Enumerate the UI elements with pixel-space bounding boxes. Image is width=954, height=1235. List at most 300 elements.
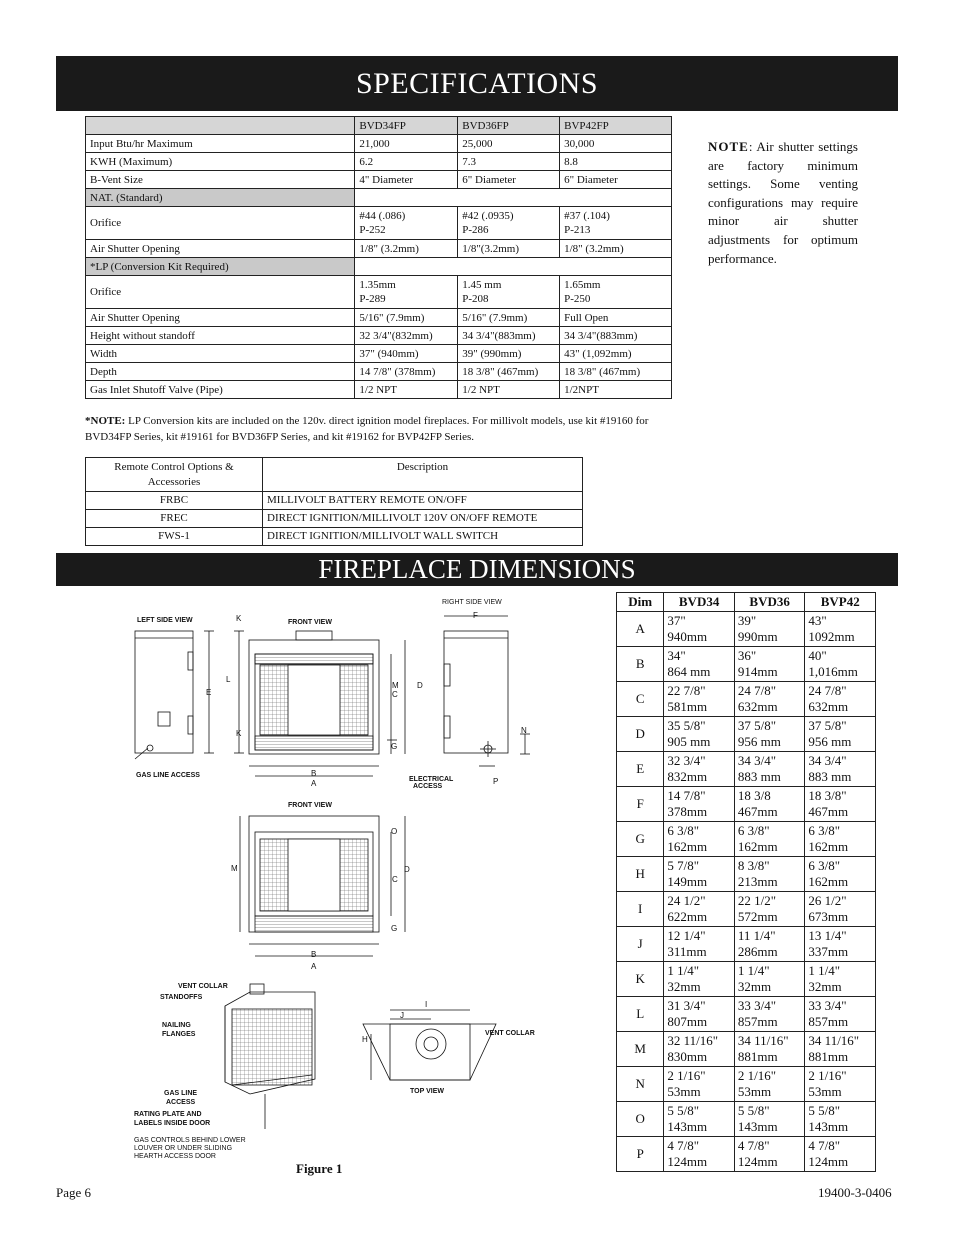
dim-value (734, 1102, 805, 1137)
dim-o: O (391, 827, 398, 836)
dim-inches: 14 7/8" (667, 787, 706, 803)
remote-description: DIRECT IGNITION/MILLIVOLT WALL SWITCH (263, 528, 583, 546)
dim-value (805, 892, 876, 927)
dim-value (664, 1032, 735, 1067)
remote-header-options: Remote Control Options & Accessories (86, 458, 263, 492)
dim-inches: 40" (808, 647, 827, 663)
dim-letter: I (617, 892, 664, 927)
dim-k-top: K (236, 614, 242, 623)
note-text: : Air shutter settings are factory minimum settings. Some venting configurations may require minor air shutter adjustments for optimum performance. (708, 139, 858, 266)
gas-line-access-label: GAS LINE ACCESS (136, 772, 200, 779)
dim-letter: C (617, 682, 664, 717)
cell-line: 8.8 (564, 155, 578, 168)
cell-line: #37 (.104) (564, 210, 610, 222)
dim-mm: 467mm (737, 804, 778, 819)
table-header-row (86, 117, 672, 135)
dim-header: BVD34 (664, 593, 735, 612)
dim-mm: 162mm (667, 839, 708, 854)
table-row (617, 1102, 876, 1137)
cell-line-2: P-208 (462, 293, 489, 305)
cell-line: 6" Diameter (564, 173, 618, 186)
cell-line: 1/2 NPT (462, 383, 500, 396)
dim-value (664, 1067, 735, 1102)
dim-mm: 162mm (737, 839, 778, 854)
dim-value (734, 927, 805, 962)
cell-line-2: P-250 (564, 293, 591, 305)
dim-mm: 905 mm (667, 734, 711, 749)
dim-inches: 6 3/8" (808, 822, 841, 838)
section-label: *LP (Conversion Kit Required) (86, 258, 355, 276)
dim-header: BVD36 (734, 593, 805, 612)
right-side-view-label: RIGHT SIDE VIEW (442, 599, 502, 606)
dim-d-2: D (404, 865, 410, 874)
dim-mm: 32mm (667, 979, 701, 994)
gas-controls-label-3: HEARTH ACCESS DOOR (134, 1153, 216, 1160)
dim-mm: 940mm (667, 629, 708, 644)
cell-value (560, 363, 672, 381)
table-row (617, 927, 876, 962)
dim-value (664, 892, 735, 927)
dim-value (805, 647, 876, 682)
nailing-flanges-label-2: FLANGES (162, 1031, 196, 1038)
cell-line: 18 3/8" (467mm) (564, 365, 641, 378)
cell-value (560, 327, 672, 345)
cell-value (458, 276, 560, 309)
page-number: Page 6 (56, 1185, 92, 1200)
dim-value (805, 962, 876, 997)
cell-line-2: P-286 (462, 224, 489, 236)
dim-d: D (417, 681, 423, 690)
dim-g-2: G (391, 924, 398, 933)
dim-inches: 35 5/8" (667, 717, 706, 733)
dim-e: E (206, 688, 212, 697)
column-header (86, 117, 355, 135)
table-row (86, 345, 672, 363)
dim-mm: 53mm (737, 1084, 772, 1099)
cell-value (560, 207, 672, 240)
remote-code: FRBC (86, 492, 263, 510)
dim-mm: 124mm (667, 1154, 708, 1169)
standoffs-label: STANDOFFS (160, 994, 203, 1001)
dim-value (805, 612, 876, 647)
dim-c: C (392, 690, 398, 699)
remote-control-table (85, 457, 583, 546)
dim-inches: 1 1/4" (808, 962, 841, 978)
dim-inches: 43" (808, 612, 827, 628)
cell-line: 34 3/4"(883mm) (564, 329, 638, 342)
cell-value (560, 240, 672, 258)
dim-value (805, 752, 876, 787)
air-shutter-note (708, 138, 858, 268)
cell-line: 1.65mm (564, 279, 601, 291)
cell-line: #44 (.086) (359, 210, 406, 222)
dim-mm: 143mm (667, 1119, 708, 1134)
cell-value (560, 276, 672, 309)
left-side-view-label: LEFT SIDE VIEW (137, 617, 193, 624)
dim-inches: 12 1/4" (667, 927, 706, 943)
dim-c-2: C (392, 875, 398, 884)
cell-line: 18 3/8" (467mm) (462, 365, 539, 378)
cell-value (458, 345, 560, 363)
dim-inches: 34 11/16" (808, 1032, 860, 1048)
row-label: Gas Inlet Shutoff Valve (Pipe) (86, 381, 355, 399)
cell-line: 6" Diameter (462, 173, 516, 186)
row-label: KWH (Maximum) (86, 153, 355, 171)
dim-inches: 8 3/8" (737, 857, 770, 873)
dimensions-title: FIREPLACE DIMENSIONS (318, 554, 636, 584)
cell-line: 1/8" (3.2mm) (564, 242, 624, 255)
dim-inches: 34 3/4" (808, 752, 847, 768)
cell-value (458, 240, 560, 258)
dim-value (734, 822, 805, 857)
column-header: BVP42FP (560, 117, 672, 135)
dim-mm: 162mm (808, 839, 849, 854)
vent-collar-label: VENT COLLAR (178, 983, 228, 990)
dim-mm: 883 mm (737, 769, 781, 784)
dim-inches: 39" (737, 612, 757, 628)
gas-controls-label-2: LOUVER OR UNDER SLIDING (134, 1145, 233, 1152)
table-row (617, 752, 876, 787)
note-label: NOTE (708, 139, 749, 154)
cell-line: 7.3 (462, 155, 477, 168)
row-label: Air Shutter Opening (86, 309, 355, 327)
dim-value (805, 857, 876, 892)
cell-value (355, 135, 458, 153)
section-row (86, 189, 672, 207)
table-row (86, 276, 672, 309)
dim-inches: 2 1/16" (667, 1067, 706, 1083)
dim-letter: L (617, 997, 664, 1032)
dim-inches: 34 11/16" (737, 1032, 789, 1048)
cell-value (560, 381, 672, 399)
dim-mm: 53mm (808, 1084, 842, 1099)
figure-caption: Figure 1 (296, 1161, 343, 1176)
remote-description: DIRECT IGNITION/MILLIVOLT 120V ON/OFF REMOTE (263, 510, 583, 528)
dim-inches: 34 3/4" (737, 752, 777, 768)
lp-conversion-note (85, 414, 685, 445)
cell-line: 5/16" (7.9mm) (359, 311, 425, 324)
column-header: BVD36FP (458, 117, 560, 135)
table-row (86, 381, 672, 399)
dim-letter: N (617, 1067, 664, 1102)
dim-mm: 467mm (808, 804, 849, 819)
dim-inches: 24 1/2" (667, 892, 706, 908)
top-view-label: TOP VIEW (410, 1088, 444, 1095)
dim-inches: 36" (737, 647, 757, 663)
dim-inches: 32 3/4" (667, 752, 706, 768)
dim-letter: F (617, 787, 664, 822)
cell-value (355, 327, 458, 345)
dim-inches: 5 7/8" (667, 857, 700, 873)
rating-plate-label: RATING PLATE AND (134, 1111, 202, 1118)
dim-value (664, 682, 735, 717)
row-label: Air Shutter Opening (86, 240, 355, 258)
cell-line: 37" (940mm) (359, 347, 419, 360)
cell-line-2: P-213 (564, 224, 591, 236)
dim-value (664, 962, 735, 997)
dim-value (734, 647, 805, 682)
dim-mm: 956 mm (808, 734, 852, 749)
dim-mm: 632mm (808, 699, 849, 714)
dim-value (805, 1067, 876, 1102)
dim-inches: 33 3/4" (808, 997, 847, 1013)
table-row (617, 857, 876, 892)
dim-value (664, 857, 735, 892)
table-row (86, 207, 672, 240)
dim-value (734, 1067, 805, 1102)
dim-mm: 124mm (737, 1154, 778, 1169)
cell-value (560, 153, 672, 171)
front-view-label: FRONT VIEW (288, 619, 332, 626)
dim-a-2: A (311, 962, 317, 971)
dim-letter: D (617, 717, 664, 752)
table-row (617, 997, 876, 1032)
dim-letter: B (617, 647, 664, 682)
dim-value (734, 682, 805, 717)
table-row (86, 153, 672, 171)
table-row (86, 528, 583, 546)
dim-mm: 673mm (808, 909, 849, 924)
dim-inches: 5 5/8" (808, 1102, 841, 1118)
dim-mm: 53mm (667, 1084, 701, 1099)
table-row (617, 962, 876, 997)
dim-inches: 18 3/8 (737, 787, 771, 803)
dim-inches: 5 5/8" (737, 1102, 770, 1118)
cell-line: 5/16" (7.9mm) (462, 311, 528, 324)
dim-value (805, 682, 876, 717)
dim-mm: 149mm (667, 874, 708, 889)
table-row (617, 612, 876, 647)
remote-header-description: Description (263, 458, 583, 492)
dim-letter: K (617, 962, 664, 997)
cell-value (355, 276, 458, 309)
dim-letter: M (617, 1032, 664, 1067)
dim-value (664, 787, 735, 822)
dim-inches: 22 1/2" (737, 892, 777, 908)
cell-value (560, 135, 672, 153)
cell-value (458, 135, 560, 153)
dim-inches: 4 7/8" (808, 1137, 841, 1153)
dim-inches: 32 11/16" (667, 1032, 719, 1048)
dim-g: G (391, 742, 398, 751)
left-side-view (135, 631, 244, 759)
lp-note-text: LP Conversion kits are included on the 120v. direct ignition model fireplaces. For millivolt models, use kit #19160 for BVD34FP Series, kit #19161 for BVD36FP Series, and kit #19162 for BVP42FP Series. (85, 415, 649, 443)
dim-inches: 6 3/8" (737, 822, 770, 838)
specifications-title: SPECIFICATIONS (355, 67, 599, 100)
dim-inches: 24 7/8" (737, 682, 777, 698)
dim-b-2: B (311, 950, 317, 959)
cell-value (355, 171, 458, 189)
dim-m: M (392, 681, 399, 690)
cell-value (560, 345, 672, 363)
dim-b: B (311, 769, 317, 778)
cell-line: 34 3/4"(883mm) (462, 329, 536, 342)
dim-mm: 881mm (737, 1049, 778, 1064)
dim-mm: 143mm (737, 1119, 778, 1134)
cell-value (355, 207, 458, 240)
dim-value (805, 1137, 876, 1172)
dim-inches: 34" (667, 647, 686, 663)
lp-note-label: *NOTE: (85, 415, 126, 427)
dim-mm: 124mm (808, 1154, 849, 1169)
dim-mm: 581mm (667, 699, 708, 714)
table-row (617, 647, 876, 682)
cell-value (355, 153, 458, 171)
dim-inches: 1 1/4" (667, 962, 700, 978)
dim-inches: 2 1/16" (808, 1067, 847, 1083)
cell-line: Full Open (564, 311, 609, 324)
dim-inches: 5 5/8" (667, 1102, 700, 1118)
table-row (86, 510, 583, 528)
vent-collar-top-label: VENT COLLAR (485, 1030, 535, 1037)
dim-mm: 1092mm (808, 629, 855, 644)
dim-mm: 337mm (808, 944, 849, 959)
cell-value (355, 309, 458, 327)
specifications-table (85, 116, 672, 399)
row-label: Depth (86, 363, 355, 381)
gas-line-label-2: ACCESS (166, 1099, 196, 1106)
dim-value (734, 997, 805, 1032)
table-row (86, 309, 672, 327)
cell-line-2: P-289 (359, 293, 386, 305)
dim-mm: 832mm (667, 769, 708, 784)
cell-line: 14 7/8" (378mm) (359, 365, 436, 378)
dim-mm: 213mm (737, 874, 778, 889)
dim-mm: 857mm (808, 1014, 849, 1029)
cell-value (355, 363, 458, 381)
dim-inches: 2 1/16" (737, 1067, 777, 1083)
table-row (86, 363, 672, 381)
row-label: B-Vent Size (86, 171, 355, 189)
dim-inches: 26 1/2" (808, 892, 847, 908)
dim-inches: 33 3/4" (737, 997, 777, 1013)
cell-line-2: P-252 (359, 224, 386, 236)
dim-mm: 311mm (667, 944, 707, 959)
dim-value (734, 857, 805, 892)
cell-line: 39" (990mm) (462, 347, 522, 360)
dim-inches: 13 1/4" (808, 927, 847, 943)
dim-inches: 22 7/8" (667, 682, 706, 698)
dim-value (734, 1137, 805, 1172)
dim-mm: 956 mm (737, 734, 781, 749)
dim-value (664, 647, 735, 682)
dim-mm: 830mm (667, 1049, 708, 1064)
dim-letter: A (617, 612, 664, 647)
dim-mm: 990mm (737, 629, 778, 644)
dim-value (664, 717, 735, 752)
dim-value (664, 1102, 735, 1137)
dim-value (734, 787, 805, 822)
remote-code: FREC (86, 510, 263, 528)
dim-value (734, 717, 805, 752)
cell-value (355, 345, 458, 363)
cell-line: 6.2 (359, 155, 374, 168)
cell-line: 1/2 NPT (359, 383, 397, 396)
dim-inches: 4 7/8" (667, 1137, 700, 1153)
document-number: 19400-3-0406 (818, 1185, 892, 1200)
dim-mm: 286mm (737, 944, 778, 959)
table-row (617, 822, 876, 857)
dim-inches: 31 3/4" (667, 997, 706, 1013)
column-header: BVD34FP (355, 117, 458, 135)
row-label: Height without standoff (86, 327, 355, 345)
dim-value (664, 997, 735, 1032)
dim-value (805, 717, 876, 752)
dim-mm: 632mm (737, 699, 778, 714)
cell-value (458, 171, 560, 189)
cell-line: 1.35mm (359, 279, 396, 291)
dim-mm: 864 mm (667, 664, 711, 679)
cell-value (560, 309, 672, 327)
dim-mm: 378mm (667, 804, 708, 819)
dim-inches: 1 1/4" (737, 962, 770, 978)
front-view-2-label: FRONT VIEW (288, 802, 332, 809)
table-row (86, 135, 672, 153)
dim-mm: 857mm (737, 1014, 778, 1029)
dim-mm: 883 mm (808, 769, 852, 784)
remote-code: FWS-1 (86, 528, 263, 546)
cell-value (458, 153, 560, 171)
dim-value (805, 1032, 876, 1067)
remote-description: MILLIVOLT BATTERY REMOTE ON/OFF (263, 492, 583, 510)
cell-line: 25,000 (462, 137, 493, 150)
dimensions-table (616, 592, 876, 1172)
dim-inches: 6 3/8" (667, 822, 700, 838)
section-row (86, 258, 672, 276)
section-label: NAT. (Standard) (86, 189, 355, 207)
table-row (617, 892, 876, 927)
dim-mm: 622mm (667, 909, 708, 924)
cell-value (355, 381, 458, 399)
dim-mm: 881mm (808, 1049, 849, 1064)
cell-line: 32 3/4"(832mm) (359, 329, 433, 342)
dim-letter: J (617, 927, 664, 962)
gas-controls-label: GAS CONTROLS BEHIND LOWER (134, 1137, 246, 1144)
cell-line: 1/8"(3.2mm) (462, 242, 520, 255)
row-label: Orifice (86, 276, 355, 309)
dim-value (805, 927, 876, 962)
gas-line-label: GAS LINE (164, 1090, 198, 1097)
dim-value (734, 892, 805, 927)
table-row (86, 327, 672, 345)
dim-inches: 37 5/8" (808, 717, 847, 733)
cell-value (458, 207, 560, 240)
electrical-access-label: ELECTRICAL (409, 776, 454, 783)
dim-letter: P (617, 1137, 664, 1172)
dim-inches: 18 3/8" (808, 787, 847, 803)
dim-k-bottom: K (236, 729, 242, 738)
section-blank (355, 189, 672, 207)
cell-value (458, 381, 560, 399)
top-view (363, 1010, 496, 1080)
table-row (86, 171, 672, 189)
dim-l: L (226, 675, 231, 684)
nailing-flanges-label: NAILING (162, 1022, 191, 1029)
dim-value (805, 787, 876, 822)
dim-value (664, 1137, 735, 1172)
dim-inches: 4 7/8" (737, 1137, 770, 1153)
dim-value (734, 962, 805, 997)
table-row (617, 1067, 876, 1102)
dim-inches: 11 1/4" (737, 927, 776, 943)
isometric-view (225, 984, 315, 1129)
dim-header: Dim (617, 593, 664, 612)
dim-mm: 32mm (737, 979, 772, 994)
dim-mm: 32mm (808, 979, 842, 994)
row-label: Input Btu/hr Maximum (86, 135, 355, 153)
dim-mm: 1,016mm (808, 664, 858, 679)
specifications-banner (56, 56, 898, 111)
